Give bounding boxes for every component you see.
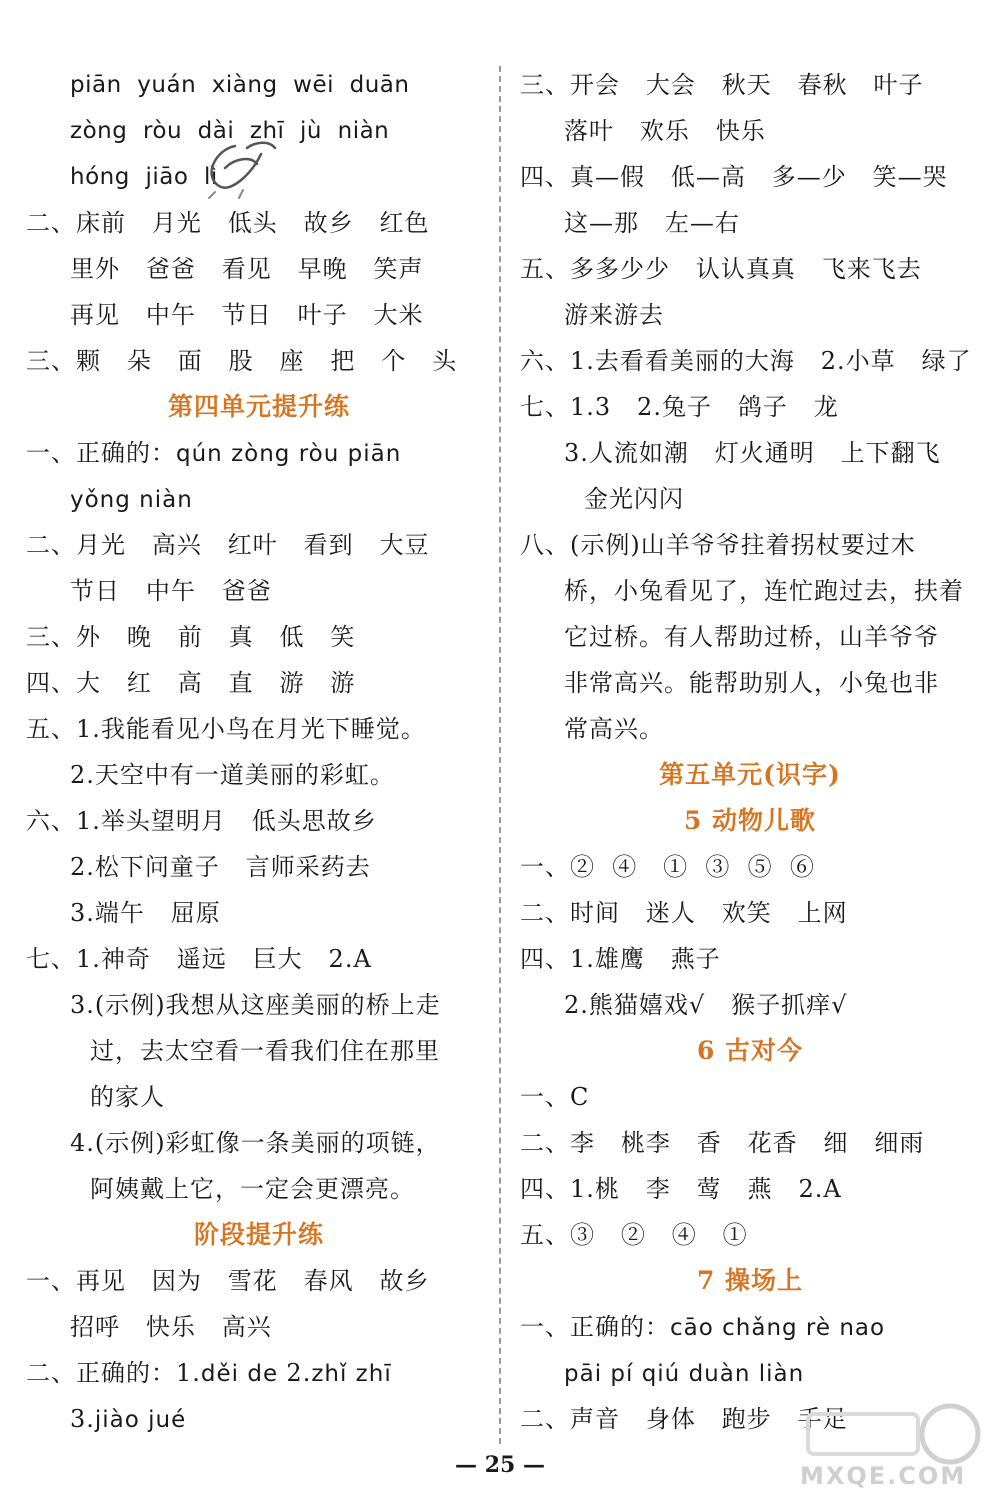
answer-text: 二、床前 月光 低头 故乡 红色 — [26, 209, 430, 237]
answer-line — [520, 982, 980, 1028]
answer-text: 三、开会 大会 秋天 春秋 叶子 — [520, 71, 924, 99]
answer-text: 常高兴。 — [564, 715, 664, 743]
answer-line — [26, 798, 492, 844]
column-divider — [499, 66, 501, 1444]
answer-text: piān yuán xiàng wēi duān — [70, 72, 410, 98]
answer-text: 四、真—假 低—高 多—少 笑—哭 — [520, 163, 948, 191]
answer-line — [520, 936, 980, 982]
answer-line — [520, 568, 980, 614]
answer-line — [520, 384, 980, 430]
answer-line — [26, 752, 492, 798]
answer-text: 非常高兴。能帮助别人，小兔也非 — [564, 669, 939, 697]
answer-line — [520, 476, 980, 522]
answer-line — [26, 660, 492, 706]
answer-text: 2. — [286, 1359, 312, 1387]
left-column — [26, 62, 492, 1442]
answer-line — [26, 1258, 492, 1304]
answer-text: 3.人流如潮 灯火通明 上下翻飞 — [564, 439, 941, 467]
answer-text: hóng jiāo lì — [70, 164, 218, 190]
answer-text: 3.端午 屈原 — [70, 899, 221, 927]
answer-text: 四、大 红 高 直 游 游 — [26, 669, 356, 697]
answer-line — [520, 1166, 980, 1212]
answer-text: 2.松下问童子 言师采药去 — [70, 853, 371, 881]
answer-line — [520, 660, 980, 706]
answer-line — [520, 430, 980, 476]
answer-text: 二、时间 迷人 欢笑 上网 — [520, 899, 848, 927]
answer-text: 六、1.去看看美丽的大海 2.小草 绿了 — [520, 347, 972, 375]
answer-line — [520, 1120, 980, 1166]
answer-line — [26, 292, 492, 338]
answer-line — [520, 522, 980, 568]
answer-line — [520, 1212, 980, 1258]
answer-text: 2.熊猫嬉戏√ 猴子抓痒√ — [564, 991, 848, 1019]
answer-text: 第四单元提升练 — [167, 392, 350, 421]
answer-line — [26, 430, 492, 476]
answer-text: 阿姨戴上它，一定会更漂亮。 — [90, 1175, 415, 1203]
answer-line — [520, 246, 980, 292]
answer-text: 二、李 桃李 香 花香 细 细雨 — [520, 1129, 925, 1157]
answer-text: 五、③ ② ④ ① — [520, 1221, 748, 1249]
answer-text: 七、1.神奇 遥远 巨大 2.A — [26, 945, 372, 973]
answer-text: 一、C — [520, 1083, 590, 1111]
answer-text: 五、1.我能看见小鸟在月光下睡觉。 — [26, 715, 426, 743]
answer-text: 一、正确的： — [520, 1313, 670, 1341]
answer-text: 过，去太空看一看我们住在那里 — [90, 1037, 440, 1065]
answer-text: 游来游去 — [564, 301, 664, 329]
answer-line — [26, 1028, 492, 1074]
answer-text: 五、多多少少 认认真真 飞来飞去 — [520, 255, 922, 283]
answer-text: 八、(示例)山羊爷爷拄着拐杖要过木 — [520, 531, 916, 559]
pinyin-text: pāi pí qiú duàn liàn — [564, 1361, 805, 1387]
answer-line — [26, 1166, 492, 1212]
watermark-text: MXQE.COM — [800, 1462, 967, 1490]
answer-line — [520, 292, 980, 338]
answer-text: 六、1.举头望明月 低头思故乡 — [26, 807, 377, 835]
answer-line — [520, 890, 980, 936]
answer-text: 七、1.3 2.兔子 鸽子 龙 — [520, 393, 839, 421]
answer-line — [26, 62, 492, 108]
section-heading — [26, 384, 492, 430]
answer-text: 四、1.桃 李 莺 燕 2.A — [520, 1175, 842, 1203]
answer-line — [26, 936, 492, 982]
handwritten-scribble-icon — [195, 128, 285, 208]
answer-line — [520, 338, 980, 384]
answer-line — [26, 1304, 492, 1350]
answer-line — [520, 1304, 980, 1350]
answer-line — [26, 1074, 492, 1120]
answer-line — [520, 154, 980, 200]
answer-text: 招呼 快乐 高兴 — [70, 1313, 272, 1341]
answer-text: 第五单元(识字) — [659, 760, 841, 789]
answer-text: 一、再见 因为 雪花 春风 故乡 — [26, 1267, 430, 1295]
answer-line — [26, 568, 492, 614]
answer-text: 6 古对今 — [696, 1036, 804, 1065]
section-heading — [26, 1212, 492, 1258]
answer-text: 二、声音 身体 跑步 手足 — [520, 1405, 848, 1433]
answer-text: 2.天空中有一道美丽的彩虹。 — [70, 761, 395, 789]
answer-line — [26, 246, 492, 292]
answer-text: 桥，小兔看见了，连忙跑过去，扶着 — [564, 577, 964, 605]
answer-text: 二、月光 高兴 红叶 看到 大豆 — [26, 531, 430, 559]
answer-line — [26, 476, 492, 522]
answer-line — [26, 1350, 492, 1396]
answer-text: 4.(示例)彩虹像一条美丽的项链， — [70, 1129, 441, 1157]
answer-text: 3. — [70, 1405, 95, 1433]
answer-line — [520, 706, 980, 752]
answer-line — [26, 982, 492, 1028]
answer-text: 它过桥。有人帮助过桥，山羊爷爷 — [564, 623, 939, 651]
answer-text: 再见 中午 节日 叶子 大米 — [70, 301, 424, 329]
pinyin-text: cāo chǎng rè nao — [670, 1315, 886, 1341]
answer-line — [520, 1074, 980, 1120]
pinyin-text: děi de — [200, 1361, 287, 1387]
answer-text: 里外 爸爸 看见 早晚 笑声 — [70, 255, 424, 283]
answer-line — [26, 844, 492, 890]
answer-line — [520, 844, 980, 890]
answer-text: 节日 中午 爸爸 — [70, 577, 272, 605]
answer-line — [520, 614, 980, 660]
answer-text: 一、正确的： — [26, 439, 176, 467]
answer-text: 三、外 晚 前 真 低 笑 — [26, 623, 356, 651]
answer-text: 阶段提升练 — [193, 1220, 324, 1249]
answer-text: 落叶 欢乐 快乐 — [564, 117, 766, 145]
answer-text: 的家人 — [90, 1083, 165, 1111]
section-heading — [520, 1028, 980, 1074]
answer-text: 四、1.雄鹰 燕子 — [520, 945, 721, 973]
answer-text: 金光闪闪 — [584, 485, 684, 513]
answer-line — [520, 108, 980, 154]
answer-line — [26, 1120, 492, 1166]
right-column — [520, 62, 980, 1442]
answer-line — [520, 1350, 980, 1396]
section-heading — [520, 798, 980, 844]
page-number: — 25 — — [455, 1452, 545, 1478]
answer-text: 二、正确的：1. — [26, 1359, 201, 1387]
answer-text: zòng ròu dài zhī jù niàn — [70, 118, 390, 144]
answer-line — [520, 62, 980, 108]
answer-line — [26, 522, 492, 568]
answer-text: 一、② ④ ① ③ ⑤ ⑥ — [520, 853, 815, 881]
answer-line — [26, 338, 492, 384]
answer-text: 7 操场上 — [696, 1266, 804, 1295]
answer-text: 这—那 左—右 — [564, 209, 740, 237]
answer-text: 5 动物儿歌 — [683, 806, 817, 835]
section-heading — [520, 1258, 980, 1304]
pinyin-text: yǒng niàn — [70, 487, 193, 513]
answer-text: 三、颗 朵 面 股 座 把 个 头 — [26, 347, 458, 375]
pinyin-text: jiào jué — [94, 1407, 187, 1433]
answer-line — [26, 1396, 492, 1442]
answer-line — [26, 706, 492, 752]
answer-line — [26, 614, 492, 660]
pinyin-text: zhǐ zhī — [311, 1361, 392, 1387]
answer-text: 3.(示例)我想从这座美丽的桥上走 — [70, 991, 441, 1019]
answer-line — [26, 890, 492, 936]
pinyin-text: qún zòng ròu piān — [176, 441, 402, 467]
answer-line — [520, 200, 980, 246]
section-heading — [520, 752, 980, 798]
